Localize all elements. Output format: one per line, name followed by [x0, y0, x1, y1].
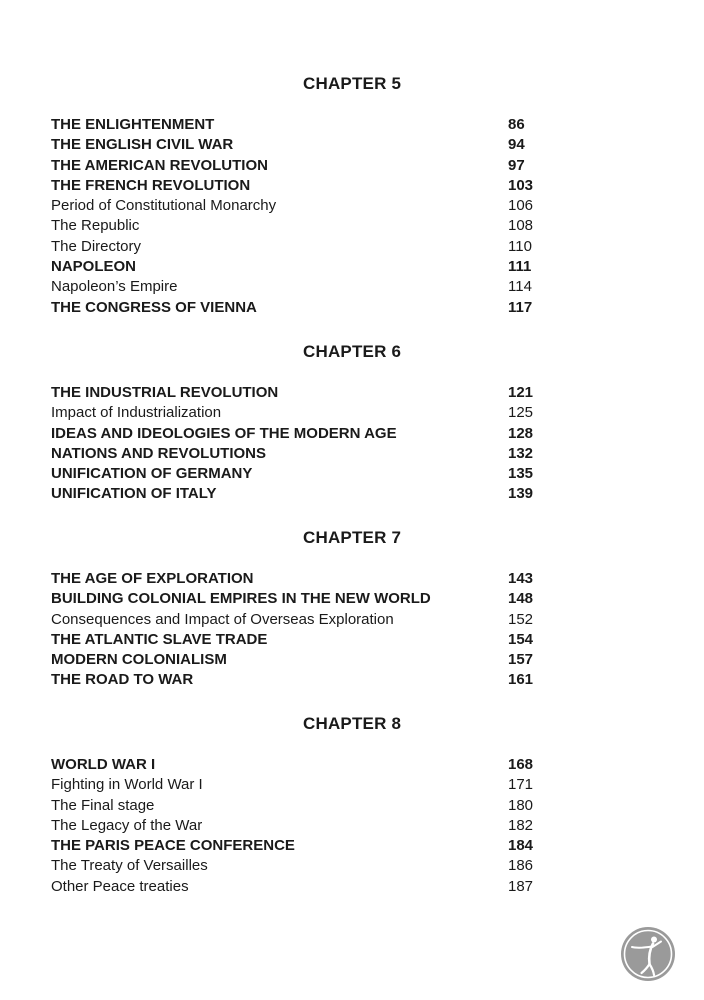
toc-entry[interactable]	[51, 484, 651, 504]
entry-page-number: 111	[508, 258, 532, 276]
toc-entries	[51, 383, 651, 505]
toc-entry[interactable]	[51, 135, 651, 155]
entry-page-number: 108	[508, 217, 534, 235]
entry-page-number: 86	[508, 116, 525, 133]
entry-page-number: 103	[508, 176, 534, 194]
toc-entry[interactable]	[51, 115, 651, 135]
entry-title: THE AMERICAN REVOLUTION	[51, 156, 268, 174]
entry-title: The Directory	[51, 237, 142, 255]
chapter-title: CHAPTER 7	[303, 528, 402, 547]
entry-title: The Republic	[51, 217, 140, 235]
entry-title: BUILDING COLONIAL EMPIRES IN THE NEW WORLD	[51, 590, 431, 608]
toc-subentry[interactable]	[51, 796, 651, 816]
figure-emblem-icon	[620, 926, 676, 982]
entry-page-number: 135	[508, 465, 534, 483]
entry-page-number: 128	[508, 424, 534, 442]
toc-entry[interactable]	[51, 156, 651, 176]
entry-page-number: 186	[508, 857, 534, 875]
entry-title: THE FRENCH REVOLUTION	[51, 176, 251, 194]
entry-title: THE ENGLISH CIVIL WAR	[51, 136, 234, 154]
toc-entry[interactable]	[51, 670, 651, 690]
entry-title: UNIFICATION OF ITALY	[51, 485, 217, 503]
entry-title: UNIFICATION OF GERMANY	[51, 465, 253, 483]
entry-page-number: 97	[508, 156, 525, 174]
entry-page-number: 117	[508, 298, 533, 316]
toc-subentry[interactable]	[51, 403, 651, 423]
entry-page-number: 106	[508, 197, 534, 215]
entry-title: THE ENLIGHTENMENT	[51, 116, 215, 133]
toc-entry[interactable]	[51, 569, 651, 589]
entry-title: NATIONS AND REVOLUTIONS	[51, 444, 267, 462]
entry-title: THE AGE OF EXPLORATION	[51, 570, 254, 587]
entry-title: The Legacy of the War	[51, 816, 203, 834]
entry-page-number: 125	[508, 404, 534, 422]
toc-subentry[interactable]	[51, 877, 651, 897]
chapter-title: CHAPTER 8	[303, 714, 402, 733]
toc-entries	[51, 569, 651, 691]
entry-title: NAPOLEON	[51, 258, 137, 276]
entry-page-number: 152	[508, 610, 534, 628]
entry-page-number: 171	[508, 776, 534, 794]
entry-page-number: 154	[508, 630, 534, 648]
chapter-title: CHAPTER 5	[303, 74, 402, 93]
entry-title: Period of Constitutional Monarchy	[51, 197, 277, 215]
toc-subentry[interactable]	[51, 277, 651, 297]
entry-page-number: 132	[508, 444, 534, 462]
entry-page-number: 161	[508, 671, 534, 689]
entry-title: Fighting in World War I	[51, 776, 203, 794]
entry-page-number: 168	[508, 756, 534, 773]
entry-title: Impact of Industrialization	[51, 404, 222, 422]
toc-subentry[interactable]	[51, 216, 651, 236]
entry-page-number: 182	[508, 816, 534, 834]
entry-title: THE ROAD TO WAR	[51, 671, 194, 689]
entry-title: THE CONGRESS OF VIENNA	[51, 298, 257, 316]
entry-title: MODERN COLONIALISM	[51, 651, 227, 669]
toc-entry[interactable]	[51, 836, 651, 856]
entry-page-number: 121	[508, 384, 534, 401]
toc-subentry[interactable]	[51, 816, 651, 836]
entry-title: Other Peace treaties	[51, 877, 189, 895]
entry-page-number: 148	[508, 590, 534, 608]
toc-entry[interactable]	[51, 444, 651, 464]
toc-entry[interactable]	[51, 257, 651, 277]
toc-subentry[interactable]	[51, 237, 651, 257]
entry-page-number: 187	[508, 877, 534, 895]
entry-title: THE ATLANTIC SLAVE TRADE	[51, 630, 268, 648]
entry-title: WORLD WAR I	[51, 756, 156, 773]
toc-entries	[51, 115, 651, 318]
entry-page-number: 94	[508, 136, 525, 154]
toc-entry[interactable]	[51, 464, 651, 484]
toc-entries	[51, 755, 651, 897]
toc-entry[interactable]	[51, 650, 651, 670]
entry-page-number: 110	[508, 237, 532, 255]
entry-title: THE PARIS PEACE CONFERENCE	[51, 837, 295, 855]
toc-entry[interactable]	[51, 755, 651, 775]
toc-subentry[interactable]	[51, 856, 651, 876]
entry-title: The Treaty of Versailles	[51, 857, 208, 875]
entry-title: IDEAS AND IDEOLOGIES OF THE MODERN AGE	[51, 424, 397, 442]
entry-page-number: 139	[508, 485, 534, 503]
entry-page-number: 157	[508, 651, 534, 669]
chapter-title: CHAPTER 6	[303, 342, 402, 361]
toc-subentry[interactable]	[51, 610, 651, 630]
entry-page-number: 184	[508, 837, 534, 855]
toc-entry[interactable]	[51, 424, 651, 444]
entry-title: THE INDUSTRIAL REVOLUTION	[51, 384, 279, 401]
toc-subentry[interactable]	[51, 775, 651, 795]
entry-title: The Final stage	[51, 796, 155, 814]
entry-page-number: 114	[508, 278, 532, 296]
toc-entry[interactable]	[51, 298, 651, 318]
toc-entry[interactable]	[51, 589, 651, 609]
toc-entry[interactable]	[51, 383, 651, 403]
entry-title: Consequences and Impact of Overseas Exploration	[51, 610, 394, 628]
entry-page-number: 180	[508, 796, 534, 814]
toc-entry[interactable]	[51, 630, 651, 650]
entry-page-number: 143	[508, 570, 534, 587]
toc-entry[interactable]	[51, 176, 651, 196]
entry-title: Napoleon’s Empire	[51, 278, 178, 296]
toc-subentry[interactable]	[51, 196, 651, 216]
